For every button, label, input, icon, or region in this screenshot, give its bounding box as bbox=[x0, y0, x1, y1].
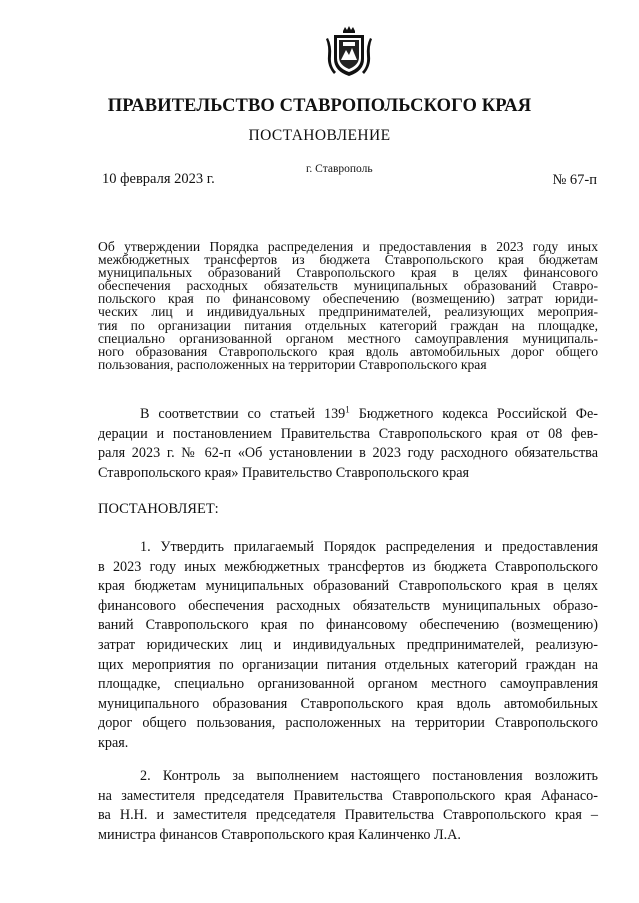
clause-1 bbox=[98, 538, 598, 754]
basis-line bbox=[98, 405, 598, 425]
legal-basis-paragraph bbox=[98, 405, 598, 483]
subject-line: тия по организации питания отдельных категорий граждан на площадке, bbox=[98, 317, 598, 333]
subject-line: специально организованной органом местного самоуправления муниципаль- bbox=[98, 330, 598, 346]
clause-line: ваний Ставропольского края по финансовому обеспечению (возмещению) bbox=[98, 617, 598, 634]
document-number: № 67-п bbox=[552, 172, 597, 188]
basis-line: дерации и постановлением Правительства Ставропольского края от 08 фев- bbox=[98, 425, 598, 442]
document-city: г. Ставрополь bbox=[306, 163, 373, 175]
subject-line: Об утверждении Порядка распределения и предоставления в 2023 году иных bbox=[98, 239, 598, 254]
basis-line: раля 2023 г. № 62-п «Об установлении в 2023 году расходного обязательства bbox=[98, 445, 598, 462]
clause-line: в 2023 году иных межбюджетных трансфертов из бюджета Ставропольского bbox=[98, 558, 598, 575]
government-title: ПРАВИТЕЛЬСТВО СТАВРОПОЛЬСКОГО КРАЯ bbox=[107, 96, 532, 116]
stavropol-coat-of-arms-icon bbox=[326, 26, 372, 78]
subject-line: межбюджетных трансфертов из бюджета Ставропольского края бюджетам bbox=[98, 252, 598, 268]
clause-line: финансового обеспечения расходных обязательств муниципальных образо- bbox=[98, 597, 598, 614]
clause-line: щих мероприятия по организации питания отдельных категорий граждан на bbox=[98, 656, 598, 673]
clause-line: 2. Контроль за выполнением настоящего постановления возложить bbox=[140, 768, 598, 784]
article-superscript: 1 bbox=[345, 404, 350, 415]
document-date: 10 февраля 2023 г. bbox=[102, 171, 215, 187]
clause-line: дорог общего пользования, расположенных на территории Ставропольского bbox=[98, 715, 598, 732]
clause-line: министра финансов Ставропольского края Калинченко Л.А. bbox=[98, 826, 461, 843]
clause-line: на заместителя председателя Правительства Ставропольского края Афанасо- bbox=[98, 787, 598, 804]
basis-text: Бюджетного кодекса Российской Фе- bbox=[349, 406, 598, 422]
clause-line: муниципального образования Ставропольского края вдоль автомобильных bbox=[98, 695, 598, 712]
subject-line: пользования, расположенных на территории Ставропольского края bbox=[98, 356, 487, 372]
clause-line: затрат юридических лиц и индивидуальных предпринимателей, реализую- bbox=[98, 636, 598, 653]
clause-line: края бюджетам муниципальных образований Ставропольского края в целях bbox=[98, 578, 598, 595]
basis-text: В соответствии со статьей 139 bbox=[140, 406, 346, 422]
clause-line: 1. Утвердить прилагаемый Порядок распределения и предоставления bbox=[140, 539, 598, 555]
subject-line: муниципальных образований Ставропольского края в целях финансового bbox=[98, 265, 598, 281]
subject-line: польского края по финансовому обеспечению (возмещению) затрат юриди- bbox=[98, 291, 598, 307]
basis-line: Ставропольского края» Правительство Ставропольского края bbox=[98, 464, 470, 481]
subject-line: обеспечения расходных обязательств муниципальных образований Ставро- bbox=[98, 278, 598, 294]
subject-line: ческих лиц и индивидуальных предпринимателей, реализующих мероприя- bbox=[98, 304, 598, 320]
clause-line: ва Н.Н. и заместителя председателя Правительства Ставропольского края – bbox=[98, 807, 598, 824]
clause-line: площадке, специально организованной органом местного самоуправления bbox=[98, 676, 598, 693]
clause-2 bbox=[98, 767, 598, 845]
clause-line: края. bbox=[98, 734, 129, 751]
document-type: ПОСТАНОВЛЕНИЕ bbox=[248, 127, 391, 144]
decree-word: ПОСТАНОВЛЯЕТ: bbox=[98, 501, 219, 517]
document-subject bbox=[98, 240, 598, 371]
subject-line: ного образования Ставропольского края вдоль автомобильных дорог общего bbox=[98, 343, 598, 359]
